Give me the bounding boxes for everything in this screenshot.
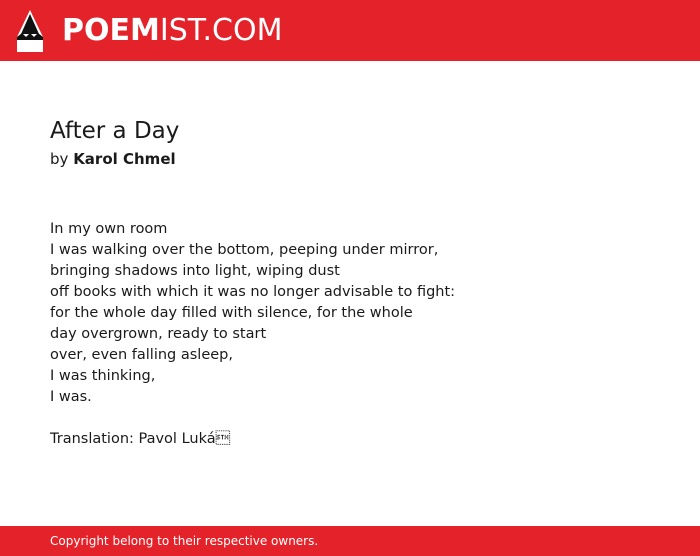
translation-credit: Translation: Pavol Luká xyxy=(50,431,231,447)
site-logo-link[interactable] xyxy=(17,10,283,52)
poem-line: I was walking over the bottom, peeping under mirror, xyxy=(50,242,439,258)
logo-light-text: IST.COM xyxy=(159,13,283,48)
by-label: by xyxy=(50,150,69,168)
poem-line: I was thinking, xyxy=(50,368,156,384)
poem-byline xyxy=(50,149,176,169)
poem-text xyxy=(50,219,455,408)
poem-line: day overgrown, ready to start xyxy=(50,326,267,342)
poem-line: for the whole day filled with silence, for the whole xyxy=(50,305,413,321)
copyright-text: Copyright belong to their respective owners. xyxy=(50,534,319,548)
site-logo-text xyxy=(62,14,282,48)
poem-line: off books with which it was no longer advisable to fight: xyxy=(50,284,456,300)
logo-bold-text: POEM xyxy=(62,13,160,48)
poem-line: I was. xyxy=(50,389,92,405)
poem-title: After a Day xyxy=(50,118,180,144)
pencil-icon xyxy=(17,10,43,52)
author-link[interactable]: Karol Chmel xyxy=(73,150,176,168)
poem-line: bringing shadows into light, wiping dust xyxy=(50,263,340,279)
site-footer xyxy=(0,526,700,556)
poem-line: over, even falling asleep, xyxy=(50,347,233,363)
site-header xyxy=(0,0,700,61)
poem-line: In my own room xyxy=(50,221,168,237)
